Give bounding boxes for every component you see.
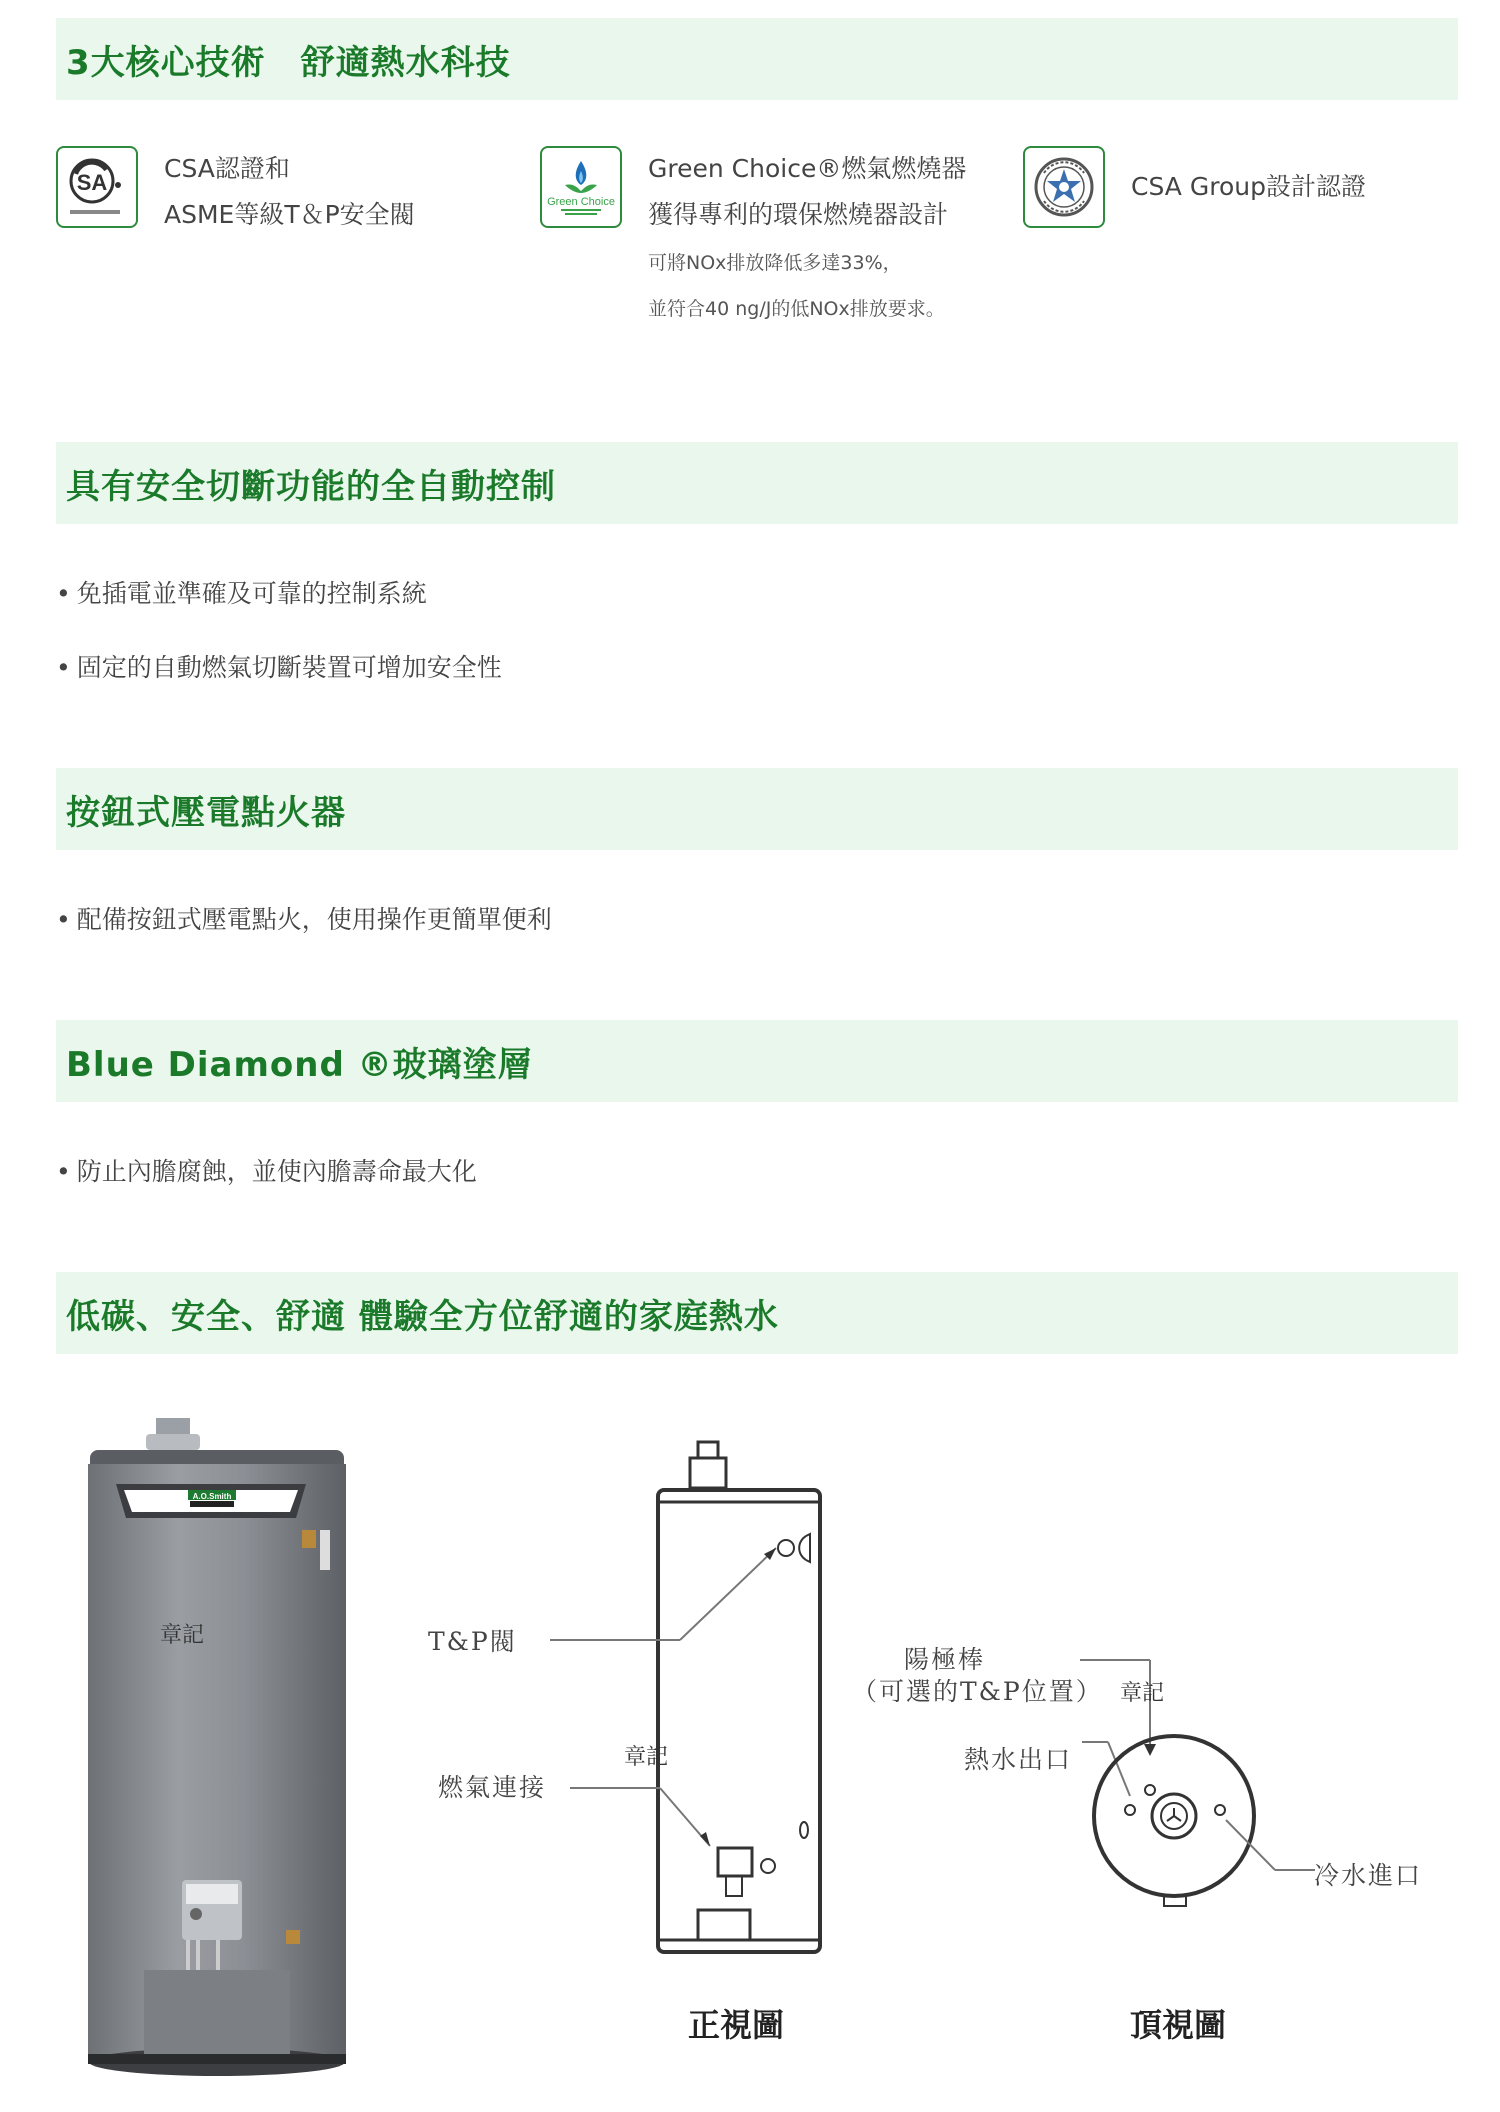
green-choice-flame-icon — [540, 146, 622, 228]
list-item: • 免插電並準確及可靠的控制系統 — [56, 579, 427, 608]
list-item: • 固定的自動燃氣切斷裝置可增加安全性 — [56, 653, 502, 682]
tp-valve-label: T&P閥 — [428, 1627, 517, 1656]
cert-line: ASME等級T＆P安全閥 — [164, 200, 415, 229]
front-view-leader-lines — [540, 1530, 800, 1860]
top-view-title: 頂視圖 — [1130, 2006, 1227, 2044]
section-banner-core-tech — [56, 18, 1458, 100]
stamp-text: 章記 — [160, 1623, 205, 1648]
list-item: • 防止內膽腐蝕，並使內膽壽命最大化 — [56, 1157, 477, 1186]
design-certified-star-icon — [1023, 146, 1105, 228]
cert-line: Green Choice®燃氣燃燒器 — [648, 154, 967, 183]
anode-note-label: （可選的T&P位置） — [852, 1677, 1103, 1706]
list-item: • 配備按鈕式壓電點火，使用操作更簡單便利 — [56, 905, 552, 934]
list-item-text: 配備按鈕式壓電點火，使用操作更簡單便利 — [76, 905, 552, 934]
list-item-text: 固定的自動燃氣切斷裝置可增加安全性 — [76, 653, 502, 682]
cert-green-choice — [540, 146, 966, 332]
gas-connection-label: 燃氣連接 — [438, 1773, 547, 1802]
stamp-text: 章記 — [624, 1745, 669, 1770]
section-title: 具有安全切斷功能的全自動控制 — [66, 466, 556, 507]
cert-line: CSA Group設計認證 — [1131, 172, 1366, 201]
section-banner-auto-control — [56, 442, 1458, 524]
hot-outlet-label: 熱水出口 — [964, 1745, 1073, 1774]
section-title: 按鈕式壓電點火器 — [66, 792, 346, 833]
section-title: Blue Diamond ®玻璃塗層 — [66, 1044, 533, 1085]
section-banner-igniter — [56, 768, 1458, 850]
front-view-title: 正視圖 — [688, 2006, 785, 2044]
cert-line: 獲得專利的環保燃燒器設計 — [648, 200, 949, 229]
stamp-text: 章記 — [1120, 1681, 1165, 1706]
section-banner-experience — [56, 1272, 1458, 1354]
cert-csa — [56, 146, 415, 238]
brand-logo-text: A.O.Smith — [192, 1492, 232, 1501]
cert-small-line: 並符合40 ng/J的低NOx排放要求。 — [648, 298, 945, 320]
list-item-text: 防止內膽腐蝕，並使內膽壽命最大化 — [76, 1157, 477, 1186]
svg-text:SA: SA — [76, 170, 108, 195]
section-title: 低碳、安全、舒適 體驗全方位舒適的家庭熱水 — [66, 1296, 779, 1337]
anode-label: 陽極棒 — [904, 1645, 986, 1674]
csa-certified-icon — [56, 146, 138, 228]
section-title: 3大核心技術 舒適熱水科技 — [66, 42, 511, 83]
cert-design — [1023, 146, 1366, 228]
green-choice-logo-text: Green Choice — [547, 196, 615, 208]
cert-small-line: 可將NOx排放降低多達33%， — [648, 252, 902, 274]
water-heater-photo — [86, 1410, 348, 2080]
section-banner-glass — [56, 1020, 1458, 1102]
list-item-text: 免插電並準確及可靠的控制系統 — [76, 579, 427, 608]
cold-inlet-label: 冷水進口 — [1314, 1861, 1423, 1890]
cert-line: CSA認證和 — [164, 154, 290, 183]
